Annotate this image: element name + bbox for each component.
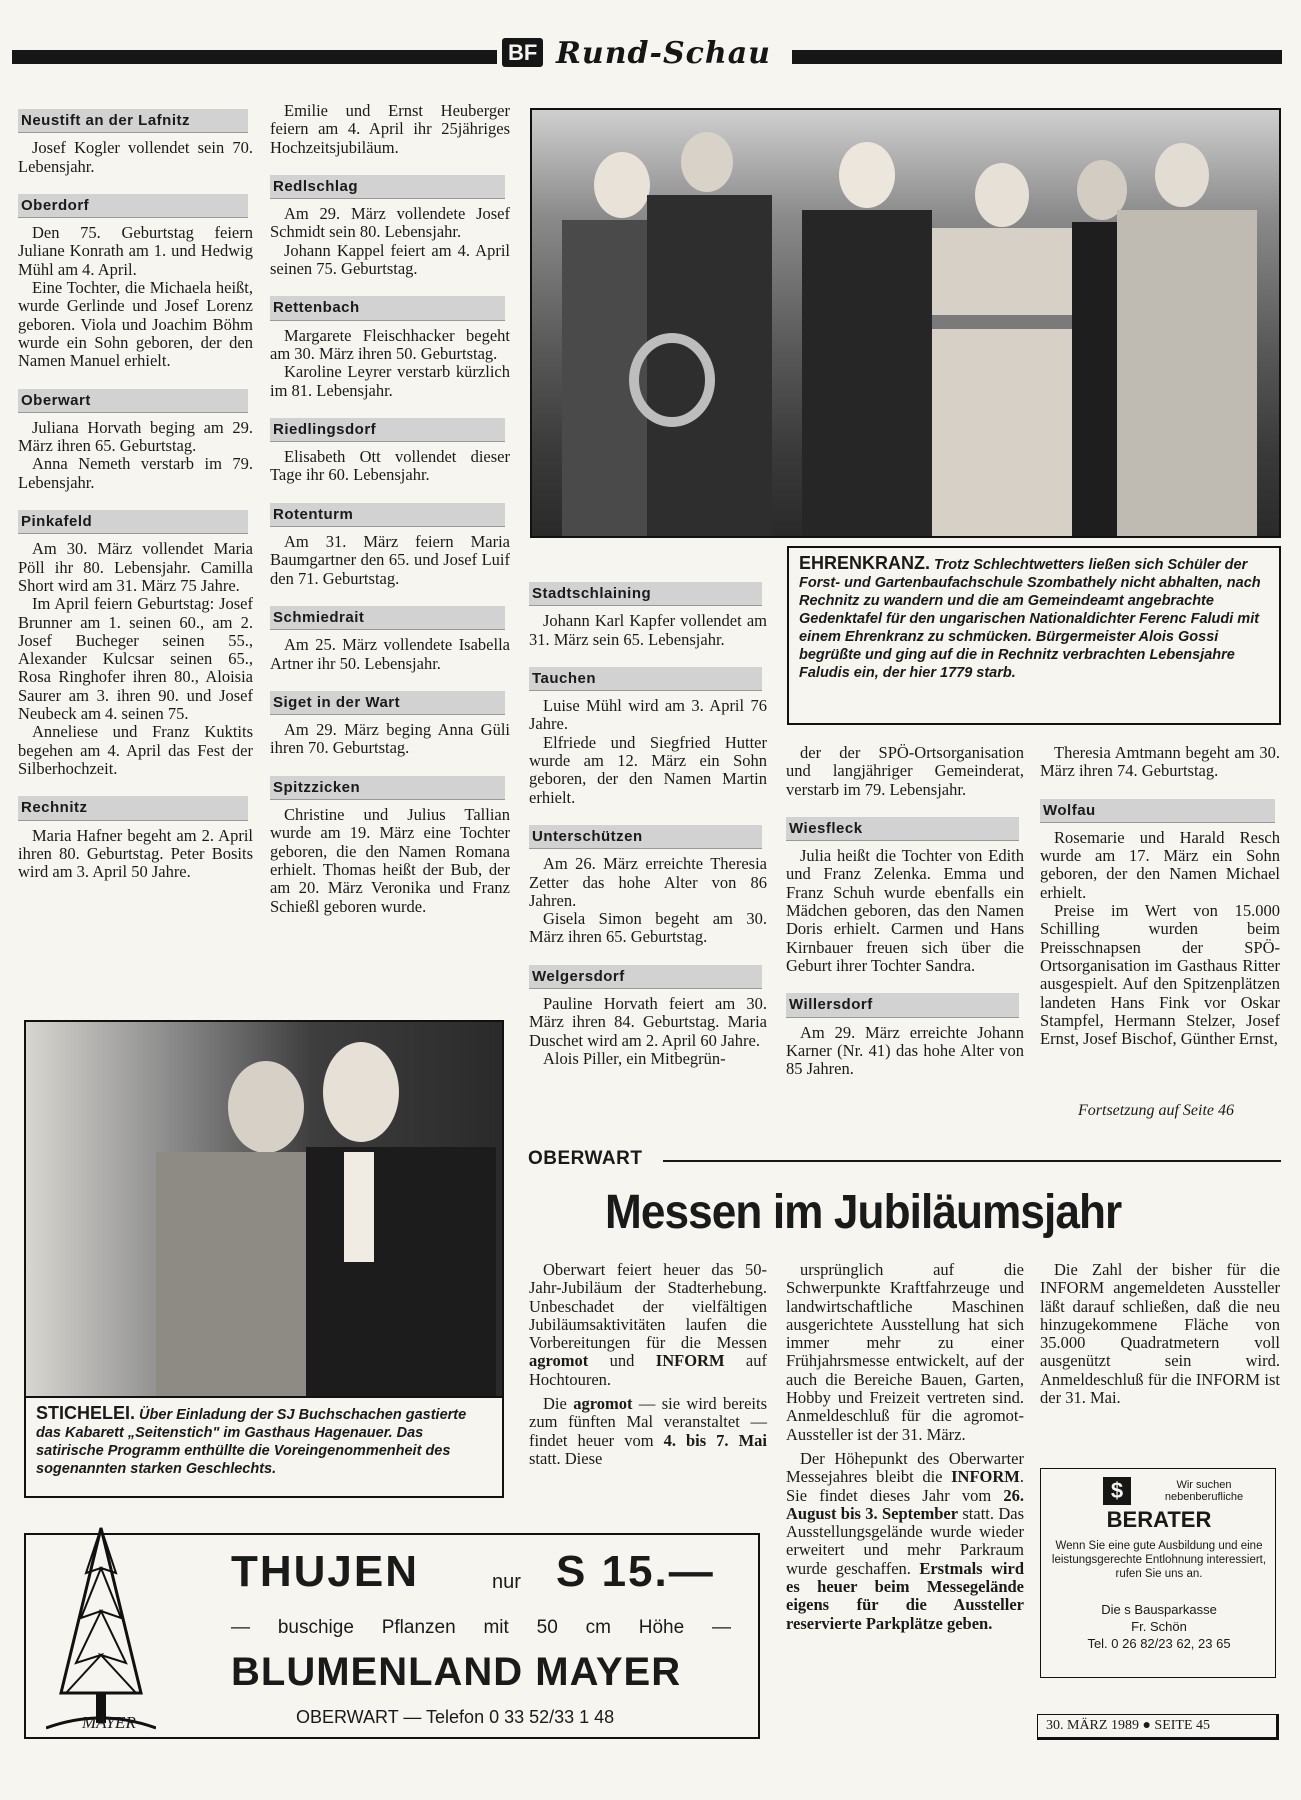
photo-couple-silhouettes (26, 1022, 504, 1398)
text-run: statt. Das Ausstellungsgelände wurde wieder erweitert und mehr Parkraum wurde geschaffen. (786, 1503, 1024, 1578)
ad-nur: nur (492, 1571, 521, 1593)
notice-section (1040, 793, 1280, 1049)
bold-text: Erstmals wird es heuer beim Messegelände eigens für die Aussteller reservierte Parkplätze geben. (786, 1558, 1024, 1633)
notice-paragraph: Maria Hafner begeht am 2. April ihren 80. Geburtstag. Peter Bosits wird am 3. April 50 Jahre. (18, 825, 253, 882)
notice-section (270, 600, 510, 673)
article-kicker: OBERWART (528, 1148, 643, 1169)
caption-text: Trotz Schlechtwetters ließen sich Schüler der Forst- und Gartenbaufachschule Szombathely nicht abhalten, nach Rechnitz zu wandern und die am Gemeindeamt angebrachte Gedenktafel für den ungarischen Nationaldichter Ferenc Faludi mit einem Ehrenkranz zu schmücken. Bürgermeister Alois Gossi begrüßte und ging auf die in Rechnitz verbrachten Lebensjahre Faludis ein, der hier 1779 starb. (799, 557, 1261, 681)
notice-paragraph: Johann Karl Kapfer vollendet am 31. März sein 65. Lebensjahr. (529, 611, 767, 649)
notice-paragraph: Am 29. März erreichte Johann Karner (Nr. 41) das hohe Alter von 85 Jahren. (786, 1022, 1024, 1079)
header-logo: BF (502, 40, 543, 66)
caption-text: Über Einladung der SJ Buchschachen gastierte das Kabarett „Seitenstich" im Gasthaus Hagenauer. Das satirische Programm enthüllte die Voreingenommenheit des sogenannten starken Geschlechts. (36, 1407, 467, 1477)
text-run: Die (543, 1394, 574, 1414)
notice-section (529, 576, 767, 649)
footer-date: 30. MÄRZ 1989 (1046, 1718, 1139, 1733)
article-paragraph (529, 1395, 767, 1468)
notice-paragraph: Den 75. Geburtstag feiern Juliane Konrath am 1. und Hedwig Mühl am 4. April. (18, 223, 253, 279)
text-run: . Sie findet dieses Jahr vom (786, 1467, 1024, 1505)
notice-paragraph: der der SPÖ-Ortsorganisation und langjähriger Gemeinderat, verstarb im 79. Lebensjahr. (786, 743, 1024, 799)
berater-tel: Tel. 0 26 82/23 62, 23 65 (1087, 1636, 1231, 1651)
ad-thujen (24, 1533, 760, 1739)
notice-section (270, 685, 510, 758)
text-run: und (588, 1351, 656, 1371)
photo-ehrenkranz-caption (787, 546, 1281, 725)
place-heading: Unterschützen (529, 825, 762, 849)
place-heading: Willersdorf (786, 993, 1019, 1017)
place-heading: Oberdorf (18, 194, 248, 218)
notice-paragraph: Am 29. März beging Anna Güli ihren 70. Geburtstag. (270, 720, 510, 758)
footer-page: SEITE 45 (1154, 1718, 1211, 1733)
ad-phone: OBERWART — Telefon 0 33 52/33 1 48 (296, 1707, 615, 1727)
notice-section (270, 169, 510, 278)
text-run: auf Hochtouren. (529, 1351, 768, 1389)
notice-section (786, 744, 1024, 799)
place-heading: Schmiedrait (270, 606, 505, 630)
place-heading: Wiesfleck (786, 817, 1019, 841)
column-5 (1040, 744, 1280, 1060)
page-footer (1037, 1714, 1279, 1740)
notice-paragraph: Juliana Horvath beging am 29. März ihren 65. Geburtstag. (18, 417, 253, 456)
notice-section (18, 383, 253, 492)
continuation-note: Fortsetzung auf Seite 46 (1078, 1102, 1234, 1119)
place-heading: Oberwart (18, 389, 248, 413)
column-4 (786, 744, 1024, 1090)
place-heading: Neustift an der Lafnitz (18, 109, 248, 133)
s-logo-icon: $ (1103, 1477, 1131, 1505)
caption-lead: STICHELEI. (36, 1403, 136, 1423)
berater-text: Wenn Sie eine gute Ausbildung und eine leistungsgerechte Entlohnung interessiert, rufen Sie uns an. (1051, 1540, 1267, 1580)
notice-paragraph: Anneliese und Franz Kuktits begehen am 4. April das Fest der Silberhochzeit. (18, 722, 253, 778)
notice-paragraph: Elfriede und Siegfried Hutter wurde am 12. März ein Sohn geboren, der den Namen Martin erhielt. (529, 732, 767, 807)
notice-section (270, 412, 510, 485)
place-heading: Pinkafeld (18, 510, 248, 534)
place-heading: Wolfau (1040, 799, 1275, 823)
ad-logo-text: MAYER (82, 1713, 136, 1732)
notice-section (270, 497, 510, 588)
bold-text: agromot (573, 1394, 633, 1414)
berater-small: Wir suchen nebenberufliche (1164, 1479, 1244, 1503)
text-run: Oberwart feiert heuer das 50-Jahr-Jubiläum der Stadterhebung. Unbeschadet der vielfältigen Jubiläumsaktivitäten laufen die Vorbereitungen für die Messen (529, 1260, 767, 1353)
notice-paragraph: Am 29. März vollendete Josef Schmidt sein 80. Lebensjahr. (270, 204, 510, 242)
column-2 (270, 102, 510, 928)
notice-section (786, 811, 1024, 975)
notice-section (270, 290, 510, 399)
article-headline: Messen im Jubiläumsjahr (605, 1186, 1122, 1239)
bullet-icon: ● (1142, 1718, 1151, 1733)
notice-paragraph: Am 30. März vollendet Maria Pöll ihr 80. Lebensjahr. Camilla Short wird am 31. März 75 Jahre. (18, 539, 253, 595)
text-run: — sie wird bereits zum fünften Mal veranstaltet — findet heuer vom (529, 1394, 767, 1450)
notice-paragraph: Margarete Fleischhacker begeht am 30. März ihren 50. Geburtstag. (270, 325, 510, 363)
notice-section (270, 102, 510, 157)
text-run: Die Zahl der bisher für die INFORM angemeldeten Aussteller läßt darauf schließen, daß die neu hinzugekommene Fläche von 35.000 Quadratmetern voll ausgenützt sein wird. Anmeldeschluß für die INFORM ist der 31. Mai. (1040, 1260, 1280, 1408)
photo-group-silhouettes (532, 110, 1281, 538)
berater-company: Die s Bausparkasse (1101, 1602, 1217, 1617)
notice-paragraph: Julia heißt die Tochter von Edith und Franz Zelenka. Emma und Franz Schuh wurde ebenfalls ein Mädchen geboren, das den Namen Doris erhielt. Carmen und Hans Kirnbauer freuen sich über die Geburt ihrer Tochter Sandra. (786, 846, 1024, 975)
text-run: Der Höhepunkt des Oberwarter Messejahres bleibt die (786, 1448, 1024, 1487)
header-rule-left (12, 50, 497, 64)
notice-paragraph: Gisela Simon begeht am 30. März ihren 65. Geburtstag. (529, 909, 767, 947)
bold-text: 26. August bis 3. September (786, 1485, 1024, 1523)
text-run: ursprünglich auf die Schwerpunkte Kraftfahrzeuge und landwirtschaftliche Maschinen ausgerichtete Ausstellung hat sich immer mehr zu einer Frühjahrsmesse entwickelt, auf der auch die Bereiche Bauen, Garten, Hobby und Freizeit vertreten sind. Anmeldeschluß für die agromot-Aussteller ist der 31. März. (786, 1260, 1024, 1444)
notice-paragraph: Johann Kappel feiert am 4. April seinen 75. Geburtstag. (270, 240, 510, 279)
place-heading: Stadtschlaining (529, 582, 762, 606)
notice-section (18, 188, 253, 371)
caption-lead: EHRENKRANZ. (799, 553, 931, 573)
notice-paragraph: Preise im Wert von 15.000 Schilling wurden beim Preisschnapsen der SPÖ-Ortsorganisation im Gasthaus Ritter ausgespielt. Auf den Spitzenplätzen landeten Hans Fink vor Oskar Stampfel, Hermann Stelzer, Josef Ernst, Josef Bischof, Günther Ernst, (1040, 901, 1280, 1049)
notice-section (18, 790, 253, 881)
article-column-3 (1040, 1261, 1280, 1413)
ad-company: BLUMENLAND MAYER (231, 1650, 682, 1694)
place-heading: Rotenturm (270, 503, 505, 527)
place-heading: Welgersdorf (529, 965, 762, 989)
ad-thujen-title: THUJEN (231, 1547, 420, 1596)
tree-icon (46, 1523, 156, 1733)
ad-subline: — buschige Pflanzen mit 50 cm Höhe — (231, 1617, 731, 1638)
notice-section (529, 819, 767, 947)
place-heading: Tauchen (529, 667, 762, 691)
column-3 (529, 576, 767, 1080)
bold-text: INFORM (655, 1351, 725, 1371)
ad-price: S 15.— (556, 1547, 715, 1596)
kicker-rule (663, 1160, 1281, 1162)
notice-paragraph: Am 25. März vollendete Isabella Artner ihr 50. Lebensjahr. (270, 635, 510, 673)
column-1 (18, 103, 253, 893)
header-title: Rund-Schau (556, 36, 771, 71)
notice-paragraph: Anna Nemeth verstarb im 79. Lebensjahr. (18, 454, 253, 492)
text-run: statt. Diese (529, 1448, 603, 1468)
notice-paragraph: Josef Kogler vollendet sein 70. Lebensjahr. (18, 138, 253, 176)
article-paragraph (1040, 1261, 1280, 1407)
notice-paragraph: Karoline Leyrer verstarb kürzlich im 81. Lebensjahr. (270, 362, 510, 400)
notice-paragraph: Theresia Amtmann begeht am 30. März ihren 74. Geburtstag. (1040, 743, 1280, 781)
photo-ehrenkranz (530, 108, 1281, 538)
article-paragraph (786, 1450, 1024, 1633)
place-heading: Riedlingsdorf (270, 418, 505, 442)
notice-paragraph: Rosemarie und Harald Resch wurde am 17. März ein Sohn geboren, der den Namen Michael erhielt. (1040, 827, 1280, 902)
berater-person: Fr. Schön (1131, 1619, 1187, 1634)
notice-paragraph: Pauline Horvath feiert am 30. März ihren 84. Geburtstag. Maria Duschet wird am 2. April 60 Jahre. (529, 994, 767, 1050)
notice-paragraph: Emilie und Ernst Heuberger feiern am 4. April ihr 25jähriges Hochzeitsjubiläum. (270, 101, 510, 157)
notice-paragraph: Im April feiern Geburtstag: Josef Brunner am 1. seinen 60., am 2. Josef Bucheger seinen 55., Alexander Kulcsar seinen 65., Rosa Ringhofer ihren 80., Aloisia Saurer am 3. ihren 90. und Josef Neubeck am 4. seinen 75. (18, 594, 253, 724)
notice-paragraph: Am 31. März feiern Maria Baumgartner den 65. und Josef Luif den 71. Geburtstag. (270, 532, 510, 588)
place-heading: Spitzzicken (270, 776, 505, 800)
ad-berater (1040, 1468, 1276, 1678)
bold-text: 4. bis 7. Mai (663, 1430, 767, 1450)
article-paragraph (786, 1261, 1024, 1444)
bold-text: agromot (529, 1351, 589, 1371)
photo-stichelei-caption (24, 1398, 504, 1498)
article-paragraph (529, 1261, 767, 1389)
article-column-1 (529, 1261, 767, 1474)
notice-section (1040, 744, 1280, 781)
notice-section (18, 103, 253, 176)
article-column-2 (786, 1261, 1024, 1639)
notice-paragraph: Elisabeth Ott vollendet dieser Tage ihr 60. Lebensjahr. (270, 447, 510, 485)
notice-section (18, 504, 253, 778)
notice-paragraph: Luise Mühl wird am 3. April 76 Jahre. (529, 696, 767, 734)
notice-section (786, 987, 1024, 1078)
notice-section (529, 959, 767, 1068)
notice-section (270, 770, 510, 916)
notice-paragraph: Eine Tochter, die Michaela heißt, wurde Gerlinde und Josef Lorenz geboren. Viola und Joachim Böhm wurde ein Sohn geboren, der den Namen Manuel erhielt. (18, 278, 253, 371)
notice-paragraph: Alois Piller, ein Mitbegrün- (543, 1048, 726, 1068)
place-heading: Rechnitz (18, 796, 248, 820)
place-heading: Redlschlag (270, 175, 505, 199)
bold-text: INFORM (951, 1467, 1020, 1487)
place-heading: Siget in der Wart (270, 691, 505, 715)
place-heading: Rettenbach (270, 296, 505, 320)
notice-section (529, 661, 767, 807)
notice-paragraph: Christine und Julius Tallian wurde am 19. März eine Tochter geboren, die den Namen Romana erhielt. Thomas heißt der Bub, der am 20. März Veronika und Franz Schießl geboren wurde. (270, 805, 510, 916)
berater-title: BERATER (1106, 1507, 1212, 1532)
header-rule-right (792, 50, 1282, 64)
notice-paragraph: Am 26. März erreichte Theresia Zetter das hohe Alter von 86 Jahren. (529, 854, 767, 910)
photo-stichelei (24, 1020, 504, 1398)
